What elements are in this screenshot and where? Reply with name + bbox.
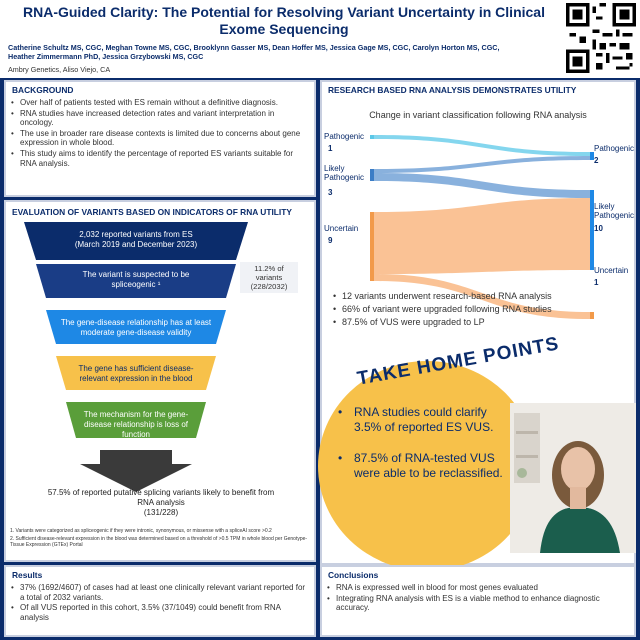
list-item: • RNA studies have increased detection rates and variant interpretation in oncology. xyxy=(20,109,308,128)
take-home-section xyxy=(318,335,638,565)
conclusions-title: Conclusions xyxy=(328,570,379,580)
right-value-pathogenic: 2 xyxy=(594,156,599,165)
background-title: BACKGROUND xyxy=(12,85,74,95)
funnel-step-2-text: The variant is suspected to be spliceogenic ¹ xyxy=(82,270,190,289)
title-line-1: RNA-Guided Clarity: The Potential for Resolving Variant Uncertainty in Clinical xyxy=(23,4,545,20)
node-left-uncertain xyxy=(370,212,374,281)
flow-lp-to-lp xyxy=(374,173,590,198)
funnel-arrow xyxy=(80,450,192,492)
funnel-step-1-text: 2,032 reported variants from ES (March 2019 and December 2023) xyxy=(74,230,198,249)
result-text: 57.5% of reported putative splicing variants likely to benefit from RNA analysis xyxy=(47,488,275,507)
result-count: (131/228) xyxy=(143,508,179,517)
left-value-lp: 3 xyxy=(328,188,333,197)
right-value-lp: 10 xyxy=(594,224,603,233)
conclusions-list xyxy=(322,583,634,613)
take-home-title: TAKE HOME POINTS xyxy=(355,333,561,390)
authors-line-1: Catherine Schultz MS, CGC, Meghan Towne MS, CGC, Brooklynn Gasser MS, Dean Hoffer MS, Jessica Gage MS, CGC, Carolyn Horton MS, CGC, xyxy=(8,43,500,52)
left-label-uncertain: Uncertain xyxy=(324,224,359,233)
background-panel xyxy=(4,80,316,197)
node-left-lp xyxy=(370,169,374,181)
authors xyxy=(8,43,568,61)
conclusions-panel xyxy=(320,565,636,637)
flow-pathogenic-to-pathogenic xyxy=(374,135,590,156)
results-list xyxy=(6,583,314,622)
right-label-lp: Likely Pathogenic xyxy=(594,202,635,220)
list-item: • The use in broader rare disease contexts is limited due to concerns about gene expression in whole blood. xyxy=(20,129,308,148)
research-title: RESEARCH BASED RNA ANALYSIS DEMONSTRATES UTILITY xyxy=(328,85,577,95)
affiliation: Ambry Genetics, Aliso Viejo, CA xyxy=(8,65,111,74)
node-left-pathogenic xyxy=(370,135,374,139)
list-item: • This study aims to identify the percentage of reported ES variants suitable for RNA analysis. xyxy=(20,149,308,168)
background-list xyxy=(6,98,314,168)
spliceogenic-note: 11.2% of variants (228/2032) xyxy=(240,262,298,293)
list-item: • Over half of patients tested with ES remain without a definitive diagnosis. xyxy=(20,98,308,108)
list-item: • Of all VUS reported in this cohort, 3.5% (37/1049) could benefit from RNA analysis xyxy=(20,603,308,622)
funnel-step-5-text: The mechanism for the gene-disease relationship is loss of function xyxy=(83,410,189,439)
funnel-step-4-text: The gene has sufficient disease-relevant expression in the blood xyxy=(78,364,194,383)
funnel-step-3-text: The gene-disease relationship has at least moderate gene-disease validity xyxy=(60,318,212,337)
list-item: • 12 variants underwent research-based RNA analysis xyxy=(342,290,628,302)
evaluation-panel xyxy=(4,200,316,562)
authors-line-2: Heather Zimmermann PhD, Jessica Grzybowski MS, CGC xyxy=(8,52,204,61)
presenter-photo xyxy=(510,403,636,553)
evaluation-result xyxy=(46,488,276,518)
list-item: • 87.5% of VUS were upgraded to LP xyxy=(342,316,628,328)
evaluation-title: EVALUATION OF VARIANTS BASED ON INDICATORS OF RNA UTILITY xyxy=(12,207,292,217)
results-panel xyxy=(4,565,316,637)
sankey-title: Change in variant classification following RNA analysis xyxy=(369,110,587,120)
list-item: • RNA is expressed well in blood for most genes evaluated xyxy=(336,583,628,593)
left-value-uncertain: 9 xyxy=(328,236,333,245)
flow-uncertain-to-lp xyxy=(374,198,590,274)
footnote-2: 2. Sufficient disease-relevant expression in the blood was determined based on a threshold of >0.5 TPM in whole blood per Genotype-Tissue Expression (GTEx) Portal xyxy=(10,536,308,548)
research-list xyxy=(328,290,628,329)
right-label-uncertain: Uncertain xyxy=(594,266,629,275)
flow-lp-to-pathogenic xyxy=(374,156,590,173)
take-home-list xyxy=(338,405,508,497)
list-item: • 87.5% of RNA-tested VUS were able to be reclassified. xyxy=(338,451,508,481)
poster-header xyxy=(0,0,640,78)
list-item: • Integrating RNA analysis with ES is a viable method to enhance diagnostic accuracy. xyxy=(336,594,628,613)
qr-code-icon[interactable] xyxy=(566,3,636,73)
poster-title xyxy=(8,4,560,38)
right-label-pathogenic: Pathogenic xyxy=(594,144,635,153)
results-title: Results xyxy=(12,570,43,580)
list-item: • 37% (1692/4607) of cases had at least one clinically relevant variant reported for a total of 2032 variants. xyxy=(20,583,308,602)
right-value-uncertain: 1 xyxy=(594,278,599,287)
title-line-2: Exome Sequencing xyxy=(219,21,349,37)
left-value-pathogenic: 1 xyxy=(328,144,333,153)
list-item: • 66% of variant were upgraded following RNA studies xyxy=(342,303,628,315)
left-label-lp: Likely Pathogenic xyxy=(324,164,365,182)
list-item: • RNA studies could clarify 3.5% of reported ES VUS. xyxy=(338,405,508,435)
footnote-1: 1. Variants were categorized as spliceogenic if they were intronic, synonymous, or missense with a spliceAI score >0.2 xyxy=(10,528,272,534)
left-label-pathogenic: Pathogenic xyxy=(324,132,365,141)
